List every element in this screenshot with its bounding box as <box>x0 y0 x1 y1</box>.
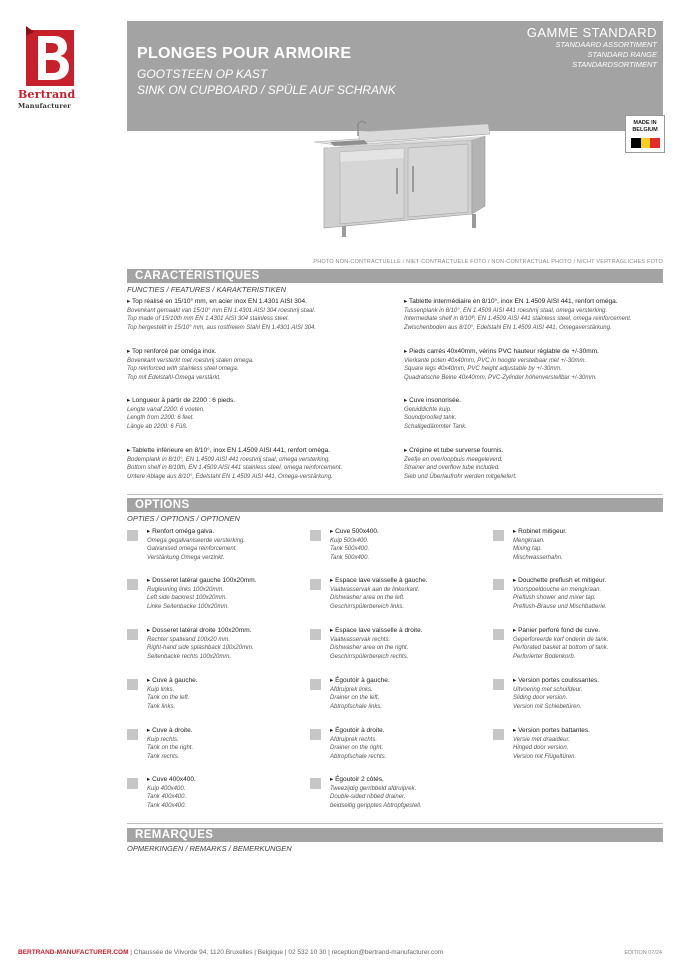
option-translation: Preflush-Brause und Mischbatterie. <box>513 603 607 610</box>
option-checkbox[interactable] <box>493 679 504 690</box>
option-item[interactable] <box>310 528 480 572</box>
option-label: ▸ Espace lave vaisselle à gauche. <box>330 577 428 584</box>
option-translation: Geschirrspülerbereich rechts. <box>330 653 409 660</box>
option-translation: Abtropfschale rechts. <box>330 753 387 760</box>
feature-text: ▸ Cuve insonorisée. <box>404 397 462 404</box>
feature-text-nl: Vierkante poten 40x40mm, PVC in hoogte verstelbaar met +/-30mm. <box>404 357 587 364</box>
option-label: ▸ Égoutoir à droite. <box>330 727 385 734</box>
option-checkbox[interactable] <box>310 778 321 789</box>
option-text <box>330 627 480 661</box>
remarks-title: REMARQUES <box>135 829 214 841</box>
range-label: GAMME STANDARD <box>526 25 657 40</box>
option-label: ▸ Douchette preflush et mitigeur. <box>513 577 607 584</box>
feature-left-0 <box>127 298 407 332</box>
feature-text: ▸ Pieds carrés 40x40mm, vérins PVC hauteur réglable de +/-30mm. <box>404 348 599 355</box>
feature-text-de: Untere Ablage aus 8/10°, Edelstahl EN 1.4509 AISI 441, Omega-verstärkung. <box>127 473 333 480</box>
option-translation: Double-sided ribbed drainer. <box>330 794 406 800</box>
option-checkbox[interactable] <box>310 729 321 740</box>
option-label: ▸ Espace lave vaisselle à droite. <box>330 627 423 634</box>
website-link[interactable]: BERTRAND-MANUFACTURER.COM <box>18 949 129 956</box>
option-translation: Tank 500x400. <box>330 546 370 552</box>
feature-text-en: Top made of 15/10th mm EN 1.4301 AISI 304 stainless steel. <box>127 316 289 322</box>
photo-disclaimer: PHOTO NON-CONTRACTUELLE / NIET-CONTRACTUELE FOTO / NON-CONTRACTUAL PHOTO / NICHT VERTRAGLICHES FOTO <box>313 259 663 265</box>
option-translation: Geschirrspülerbereich links. <box>330 603 405 610</box>
option-translation: Kuip 500x400. <box>330 537 369 544</box>
feature-right-3 <box>404 447 666 481</box>
feature-left-2 <box>127 397 407 431</box>
option-text <box>147 528 297 562</box>
option-checkbox[interactable] <box>310 679 321 690</box>
option-translation: Tank rechts. <box>147 753 180 760</box>
option-label: ▸ Égoutoir 2 côtés. <box>330 776 384 783</box>
header-band <box>127 21 663 131</box>
option-translation: Drainer on the right. <box>330 745 384 751</box>
option-item[interactable] <box>127 776 297 820</box>
range-de: STANDARDSORTIMENT <box>572 60 657 69</box>
option-item[interactable] <box>493 528 663 572</box>
option-translation: Right-hand side splashback 100x20mm. <box>147 645 254 651</box>
option-label: ▸ Cuve à droite. <box>147 727 193 734</box>
feature-text-nl: Geluiddichte kuip. <box>404 406 452 413</box>
option-label: ▸ Version portes battantes. <box>513 727 590 734</box>
option-checkbox[interactable] <box>127 679 138 690</box>
range-en: STANDARD RANGE <box>587 50 657 59</box>
option-checkbox[interactable] <box>493 729 504 740</box>
option-translation: Mischwasserhahn. <box>513 554 563 561</box>
option-translation: Left side backrest 100x20mm. <box>147 595 228 601</box>
option-item[interactable] <box>493 727 663 771</box>
option-translation: Mixing tap. <box>513 546 543 552</box>
feature-text: ▸ Tablette intermédiaire en 8/10°, inox EN 1.4509 AISI 441, renfort oméga. <box>404 298 618 305</box>
option-checkbox[interactable] <box>310 530 321 541</box>
option-label: ▸ Panier perforé fond de cuve. <box>513 627 601 634</box>
feature-left-3 <box>127 447 407 481</box>
feature-text-en: Strainer and overflow tube included. <box>404 465 500 471</box>
option-text <box>513 577 663 611</box>
option-translation: Rechter spatwand 100x20 mm. <box>147 636 231 643</box>
feature-text-nl: Tussenplank in 8/10°, EN 1.4509 AISI 441 roestvrij staal, omega versterking. <box>404 307 608 314</box>
feature-text-de: Top hergestellt in 15/10° mm, aus rostfreiem Stahl EN 1.4301 AISI 304. <box>127 324 317 331</box>
option-checkbox[interactable] <box>127 629 138 640</box>
feature-text: ▸ Longueur à partir de 2200 : 6 pieds. <box>127 397 236 404</box>
footer <box>18 949 443 956</box>
option-text <box>330 776 480 810</box>
option-checkbox[interactable] <box>493 629 504 640</box>
option-checkbox[interactable] <box>493 530 504 541</box>
characteristics-bar <box>127 269 663 283</box>
option-translation: Tweezijdig gerribbeld afdruiprek. <box>330 785 417 792</box>
option-label: ▸ Version portes coulissantes. <box>513 677 600 684</box>
option-translation: Dishwasher area on the left. <box>330 595 405 601</box>
option-item[interactable] <box>493 577 663 621</box>
options-subtitle: OPTIES / OPTIONS / OPTIONEN <box>127 514 240 523</box>
option-translation: Kuip 400x400. <box>147 785 186 792</box>
made-in-label: MADE IN <box>633 120 657 126</box>
option-translation: Afdruiprek links. <box>330 686 373 693</box>
option-text <box>147 677 297 711</box>
option-text <box>330 528 480 562</box>
option-label: ▸ Cuve 500x400. <box>330 528 379 535</box>
feature-text-de: Quadratische Beine 40x40mm, PVC-Zylinder höhenverstellbar +/-30mm. <box>404 374 597 381</box>
brand-subtitle: Manufacturer <box>18 102 71 110</box>
characteristics-subtitle: FUNCTIES / FEATURES / KARAKTERISTIKEN <box>127 285 287 294</box>
feature-text: ▸ Tablette inférieure en 8/10°, inox EN 1.4509 AISI 441, renfort oméga. <box>127 447 331 454</box>
option-translation: Version mit Schiebetüren. <box>513 703 582 710</box>
option-item[interactable] <box>127 727 297 771</box>
option-translation: Kuip links. <box>147 686 175 693</box>
option-text <box>147 577 297 611</box>
remarks-subtitle: OPMERKINGEN / REMARKS / BEMERKUNGEN <box>127 844 292 853</box>
option-translation: Uitvoering met schuifdeur. <box>513 686 583 693</box>
option-translation: Version mit Flügeltüren. <box>513 753 577 760</box>
option-item[interactable] <box>127 627 297 671</box>
option-translation: Geperforeerde korf onderin de tank. <box>513 636 609 643</box>
feature-text-nl: Bovenkant versterkt met roestvrij stalen omega. <box>127 357 254 364</box>
feature-text-en: Top reinforced with stainless steel omega. <box>127 366 239 372</box>
option-translation: Perforated basket at bottom of tank. <box>513 645 609 651</box>
option-text <box>147 727 297 761</box>
option-label: ▸ Dosseret latéral droite 100x20mm. <box>147 627 252 634</box>
option-translation: Versie met draaideur. <box>513 736 570 743</box>
option-text <box>147 627 297 661</box>
feature-right-1 <box>404 348 666 382</box>
brand-name: Bertrand <box>18 88 76 101</box>
feature-text: ▸ Top réalisé en 15/10° mm, en acier inox EN 1.4301 AISI 304. <box>127 298 307 305</box>
option-label: ▸ Dosseret latéral gauche 100x20mm. <box>147 577 257 584</box>
subtitle-nl: GOOTSTEEN OP KAST <box>137 67 268 81</box>
options-title: OPTIONS <box>135 499 190 511</box>
feature-text: ▸ Top renforcé par oméga inox. <box>127 348 217 355</box>
option-item[interactable] <box>310 627 480 671</box>
option-label: ▸ Cuve à gauche. <box>147 677 198 684</box>
option-translation: Dishwasher area on the right. <box>330 645 409 651</box>
belgian-flag-icon <box>631 138 660 148</box>
feature-text-en: Bottom shelf in 8/10th, EN 1.4509 AISI 441 stainless steel, omega reinforcement. <box>127 465 343 471</box>
option-text <box>147 776 297 810</box>
brand-logo <box>16 24 86 110</box>
option-translation: Hinged door version. <box>513 745 569 751</box>
option-translation: Drainer on the left. <box>330 695 380 701</box>
option-item[interactable] <box>493 627 663 671</box>
option-translation: Tank links. <box>147 703 176 710</box>
options-bar <box>127 498 663 512</box>
option-translation: Perforierter Bodenkorb. <box>513 653 576 660</box>
made-in-belgium-badge <box>625 115 665 153</box>
option-translation: Tank on the left. <box>147 695 190 701</box>
feature-right-0 <box>404 298 666 332</box>
option-translation: Voorspoeldouche en mengkraan. <box>513 586 602 593</box>
feature-text-en: Length from 2200: 6 feet. <box>127 415 195 421</box>
feature-text-en: Square legs 40x40mm, PVC height adjustable by +/-30mm. <box>404 366 562 372</box>
option-item[interactable] <box>310 776 480 820</box>
option-translation: Preflush shower and mixer tap. <box>513 595 596 601</box>
option-translation: Rugleuning links 100x20mm. <box>147 586 225 593</box>
option-translation: Seitenbacke rechts 100x20mm. <box>147 653 232 660</box>
feature-text-de: Schallgedämmter Tank. <box>404 423 467 430</box>
option-item[interactable] <box>310 677 480 721</box>
option-translation: Mengkraan. <box>513 537 545 544</box>
option-text <box>513 677 663 711</box>
option-label: ▸ Cuve 400x400. <box>147 776 196 783</box>
option-translation: beidseitig geripptes Abtropfgestell. <box>330 802 422 809</box>
option-translation: Vaatwasservak rechts. <box>330 636 391 643</box>
option-text <box>513 627 663 661</box>
option-checkbox[interactable] <box>127 579 138 590</box>
option-translation: Tank 400x400. <box>147 802 187 809</box>
option-translation: Tank on the right. <box>147 745 194 751</box>
option-text <box>330 577 480 611</box>
footer-details: | Chaussée de Vilvorde 94, 1120 Bruxelles | Belgique | 02 532 10 30 | reception@bertrand-manufacturer.com <box>128 949 444 956</box>
feature-text-en: Soundproofed tank. <box>404 415 457 421</box>
feature-text: ▸ Crépine et tube surverse fournis. <box>404 447 504 454</box>
option-checkbox[interactable] <box>127 778 138 789</box>
feature-text-de: Zwischenboden aus 8/10°, Edelstahl EN 1.4509 AISI 441, Omegaverstärkung. <box>404 324 612 331</box>
feature-text-nl: Bovenkant gemaakt van 15/10° mm EN 1.4301 AISI 304 roestvrij staal. <box>127 307 316 314</box>
option-translation: Galvanised omega reinforcement. <box>147 546 238 552</box>
subtitle-en-de: SINK ON CUPBOARD / SPÜLE AUF SCHRANK <box>137 83 396 97</box>
edition-label: EDITION 07/24 <box>624 950 662 956</box>
characteristics-title: CARACTÉRISTIQUES <box>135 270 260 282</box>
option-checkbox[interactable] <box>127 729 138 740</box>
option-item[interactable] <box>493 677 663 721</box>
option-translation: Afdruiprek rechts. <box>330 736 378 743</box>
option-text <box>330 677 480 711</box>
option-translation: Tank 500x400. <box>330 554 370 561</box>
section-divider <box>127 823 663 824</box>
option-item[interactable] <box>310 577 480 621</box>
section-divider <box>127 494 663 495</box>
product-photo <box>300 118 500 243</box>
option-checkbox[interactable] <box>493 579 504 590</box>
feature-text-de: Top mit Edelstahl-Omega verstärkt. <box>127 374 221 381</box>
option-item[interactable] <box>127 528 297 572</box>
feature-text-de: Sieb und Überlaufrohr werden mitgeliefert. <box>404 473 517 480</box>
option-translation: Vaatwasservak aan de linkerkant. <box>330 586 420 593</box>
feature-text-nl: Bodemplank in 8/10°, EN 1.4509 AISI 441 roestvrij staal, omega versterking. <box>127 456 330 463</box>
feature-text-en: Intermediate shelf in 8/10ᵗʰ, EN 1.4509 AISI 441 stainless steel, omega reinforcement. <box>404 316 632 322</box>
option-translation: Linke Seitenbacke 100x20mm. <box>147 603 230 610</box>
option-checkbox[interactable] <box>127 530 138 541</box>
range-nl: STANDAARD ASSORTIMENT <box>555 40 657 49</box>
option-translation: Abtropfschale links. <box>330 703 383 710</box>
feature-right-2 <box>404 397 666 431</box>
belgium-label: BELGIUM <box>632 127 658 133</box>
option-item[interactable] <box>310 727 480 771</box>
option-translation: Kuip rechts. <box>147 736 179 743</box>
option-label: ▸ Égoutoir à gauche. <box>330 677 390 684</box>
remarks-bar <box>127 828 663 842</box>
option-translation: Tank 400x400. <box>147 794 187 800</box>
option-text <box>330 727 480 761</box>
option-label: ▸ Robinet mitigeur. <box>513 528 567 535</box>
option-translation: Sliding door version. <box>513 695 568 701</box>
option-label: ▸ Renfort oméga galva. <box>147 528 215 535</box>
b-logo-icon <box>24 26 76 88</box>
option-checkbox[interactable] <box>310 629 321 640</box>
feature-left-1 <box>127 348 407 382</box>
option-text <box>513 528 663 562</box>
option-text <box>513 727 663 761</box>
feature-text-de: Länge ab 2200: 6 Füß. <box>127 423 188 430</box>
option-translation: Omega gegalvaniseerde versterking. <box>147 537 246 544</box>
feature-text-nl: Lengte vanaf 2200: 6 voeten. <box>127 406 205 413</box>
option-item[interactable] <box>127 577 297 621</box>
option-item[interactable] <box>127 677 297 721</box>
page-title: PLONGES POUR ARMOIRE <box>137 45 352 62</box>
option-checkbox[interactable] <box>310 579 321 590</box>
feature-text-nl: Zeefje en overloopbuis meegeleverd. <box>404 456 503 463</box>
option-translation: Verstärkung Omega verzinkt. <box>147 554 225 561</box>
